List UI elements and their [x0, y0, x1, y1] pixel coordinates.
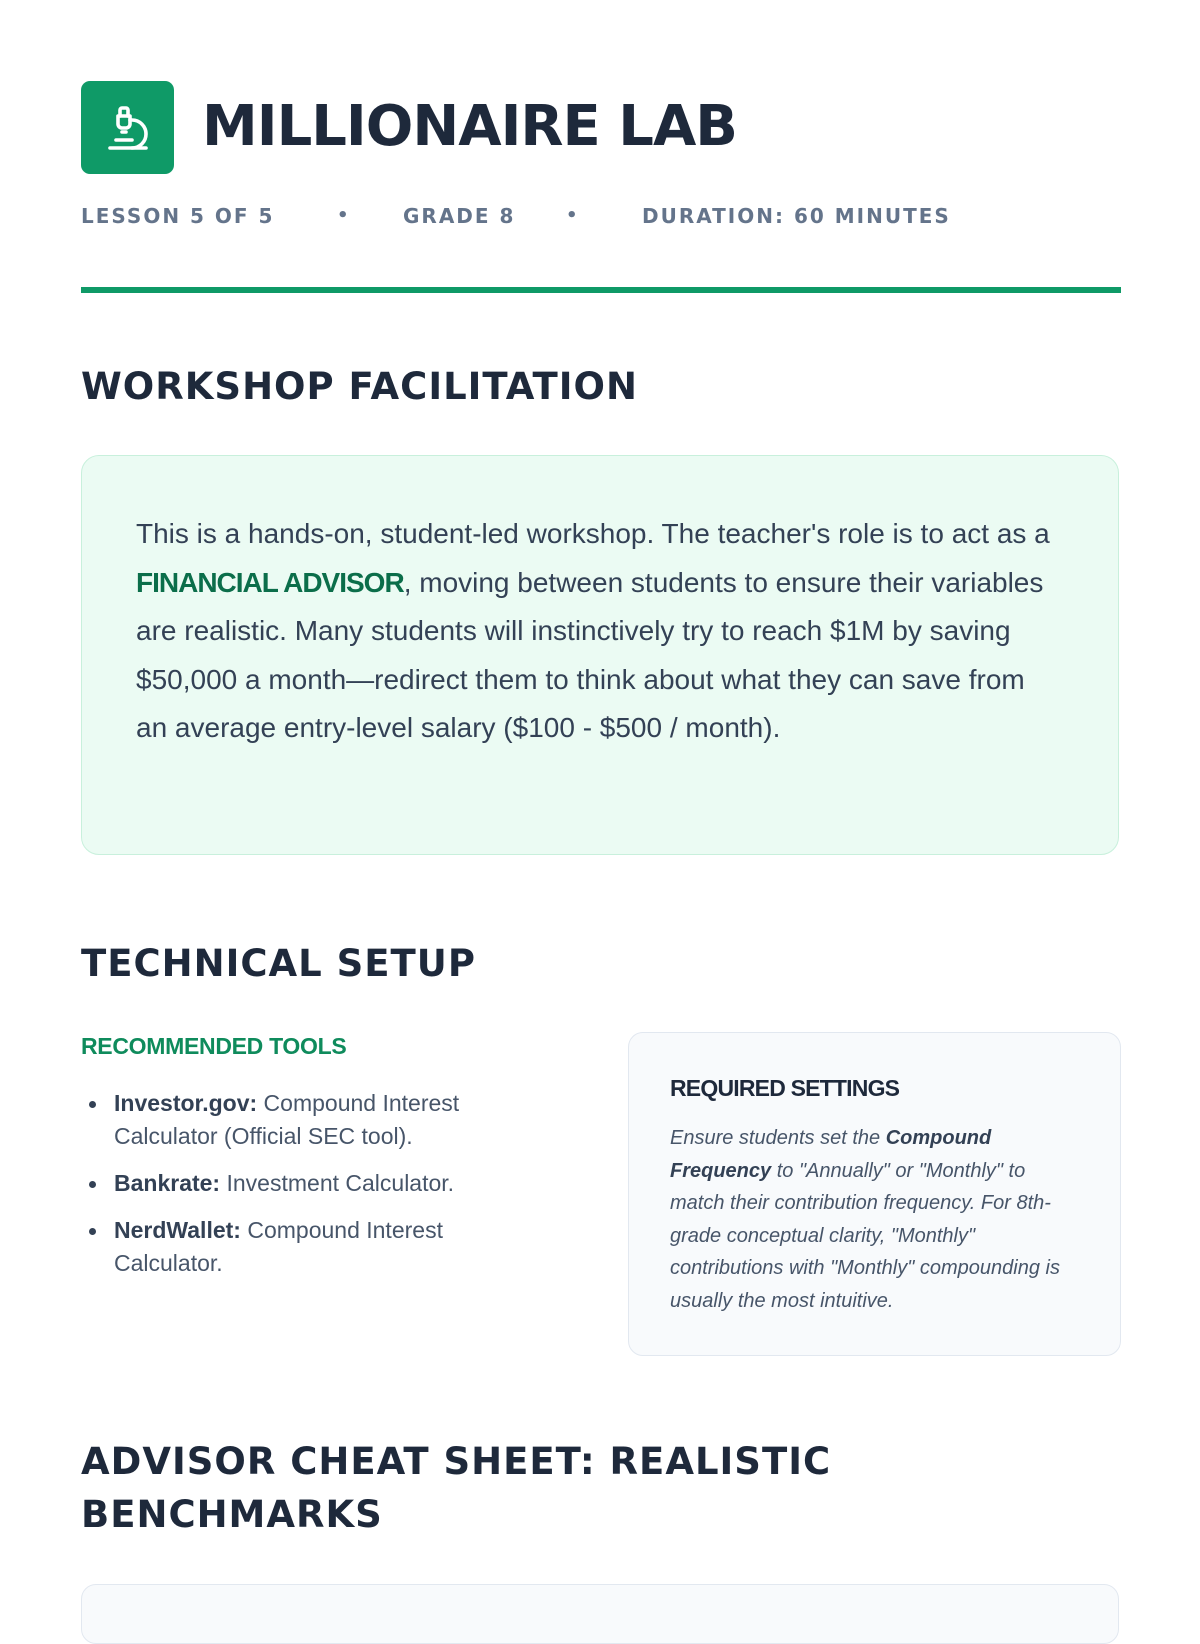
benchmarks-card [81, 1584, 1119, 1644]
settings-text-part: to "Annually" or "Monthly" to match their contribution frequency. For 8th-grade conceptual clarity, "Monthly" contributions with "Monthly" compounding is usually the most intuitive. [670, 1159, 1060, 1312]
cheat-sheet-heading-line: BENCHMARKS [81, 1493, 383, 1536]
tool-description: Compound Interest Calculator. [114, 1217, 443, 1276]
tools-list [81, 1087, 521, 1294]
lesson-duration: DURATION: 60 MINUTES [642, 204, 951, 228]
settings-bold-term: Compound Frequency [670, 1127, 992, 1182]
page-title: MILLIONAIRE LAB [202, 94, 737, 159]
lesson-number: LESSON 5 OF 5 [81, 204, 275, 228]
tool-name: NerdWallet: [114, 1217, 241, 1243]
header-divider [81, 287, 1121, 293]
page-header [81, 81, 1121, 174]
list-item [81, 1167, 521, 1200]
grade-level: GRADE 8 [403, 204, 516, 228]
tool-name: Bankrate: [114, 1170, 221, 1196]
role-highlight: FINANCIAL ADVISOR [136, 566, 404, 598]
cheat-sheet-heading-line: ADVISOR CHEAT SHEET: REALISTIC [81, 1440, 832, 1483]
tool-description: Compound Interest Calculator (Official SEC tool). [114, 1090, 460, 1149]
settings-text [670, 1122, 1085, 1317]
settings-text-part: Ensure students set the [670, 1127, 886, 1149]
list-item [81, 1087, 521, 1153]
workshop-text-part: , moving between students to ensure their variables are realistic. Many students will instinctively try to reach $1M by saving $50,000 a month—redirect them to think about what they can save from an average entry-level salary ($100 - $500 / month). [136, 566, 1044, 743]
tools-label: RECOMMENDED TOOLS [81, 1033, 347, 1059]
meta-separator: • [566, 205, 578, 226]
logo-badge [81, 81, 174, 174]
section-heading-technical: TECHNICAL SETUP [81, 942, 476, 985]
tool-description: Investment Calculator. [220, 1170, 455, 1196]
section-heading-cheat-sheet [81, 1435, 831, 1541]
section-heading-workshop: WORKSHOP FACILITATION [81, 365, 638, 408]
microscope-icon [104, 104, 152, 152]
workshop-text-part: This is a hands-on, student-led workshop. The teacher's role is to act as a [136, 518, 1050, 549]
required-settings-card [628, 1032, 1121, 1356]
settings-heading: REQUIRED SETTINGS [670, 1075, 900, 1101]
list-item [81, 1214, 521, 1280]
tool-name: Investor.gov: [114, 1090, 258, 1116]
workshop-callout [81, 455, 1119, 855]
lesson-meta [81, 204, 1121, 232]
meta-separator: • [337, 205, 349, 226]
workshop-text [136, 510, 1056, 753]
